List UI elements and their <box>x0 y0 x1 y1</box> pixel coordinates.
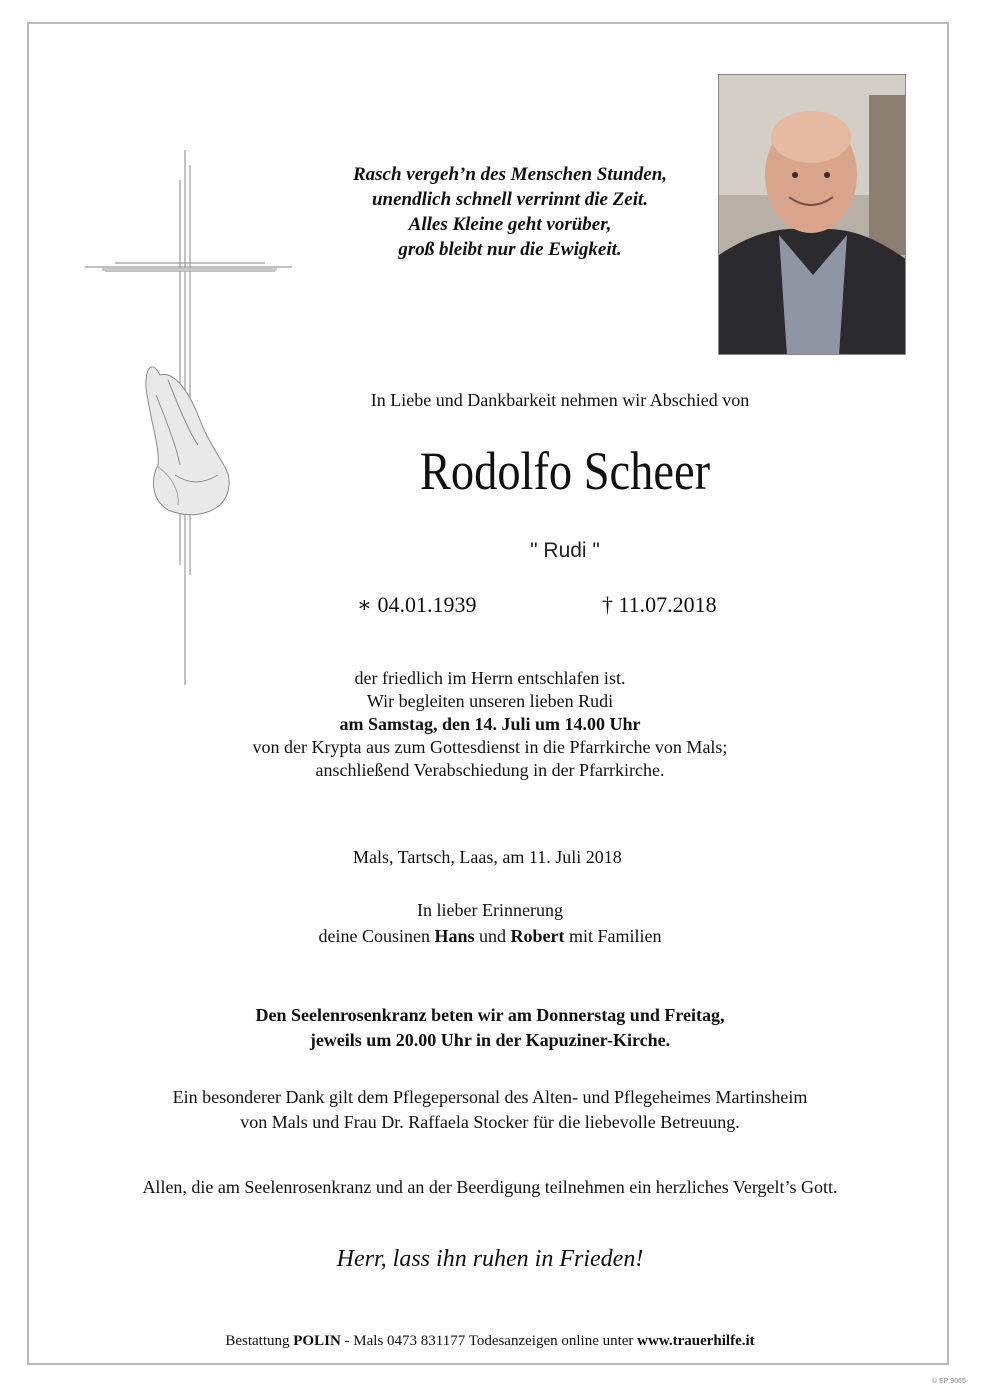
footer-prefix: Bestattung <box>225 1333 294 1349</box>
birth-date: ∗ 04.01.1939 <box>357 592 477 617</box>
deceased-name: Rodolfo Scheer <box>419 441 711 501</box>
thanks-line: von Mals und Frau Dr. Raffaela Stocker für die liebevolle Betreuung. <box>240 1112 740 1132</box>
details-line: von der Krypta aus zum Gottesdienst in die Pfarrkirche von Mals; <box>252 737 728 757</box>
intro-text: In Liebe und Dankbarkeit nehmen wir Abschied von <box>370 390 750 410</box>
poem-line: Alles Kleine geht vorüber, <box>408 214 612 235</box>
details-line: anschließend Verabschiedung in der Pfarrkirche. <box>315 760 665 780</box>
cross-icon <box>80 145 300 690</box>
death-date: † 11.07.2018 <box>602 592 717 617</box>
rosary-line: jeweils um 20.00 Uhr in der Kapuziner-Kirche. <box>309 1030 671 1050</box>
funeral-details <box>100 667 880 782</box>
footer <box>80 1333 900 1350</box>
place-date: Mals, Tartsch, Laas, am 11. Juli 2018 <box>353 847 622 867</box>
footer-middle: - Mals 0473 831177 Todesanzeigen online unter <box>340 1333 638 1349</box>
praying-hands-icon <box>146 367 229 515</box>
poem-line: Rasch vergeh’n des Menschen Stunden, <box>352 164 668 185</box>
mourners-mid: und <box>474 926 511 946</box>
thanks-notice <box>90 1085 890 1135</box>
details-line: Wir begleiten unseren lieben Rudi <box>366 691 614 711</box>
mourners-prefix: deine Cousinen <box>318 926 435 946</box>
portrait-photo <box>718 74 906 355</box>
mourner-name: Robert <box>510 926 565 946</box>
footer-company: POLIN <box>293 1333 341 1349</box>
closing-prayer: Herr, lass ihn ruhen in Frieden! <box>336 1246 644 1272</box>
rosary-line: Den Seelenrosenkranz beten wir am Donnerstag und Freitag, <box>255 1005 725 1025</box>
poem-line: unendlich schnell verrinnt die Zeit. <box>371 189 649 210</box>
memory-line: In lieber Erinnerung <box>417 900 563 920</box>
print-code: © EP 9065 <box>932 1378 966 1385</box>
mourners-line <box>250 923 730 949</box>
rosary-notice <box>140 1003 840 1053</box>
poem <box>300 162 720 262</box>
mourner-name: Hans <box>434 926 475 946</box>
poem-line: groß bleibt nur die Ewigkeit. <box>398 239 622 260</box>
footer-website: www.trauerhilfe.it <box>637 1333 755 1349</box>
mourners-suffix: mit Familien <box>564 926 662 946</box>
details-line: der friedlich im Herrn entschlafen ist. <box>354 668 626 688</box>
general-thanks: Allen, die am Seelenrosenkranz und an der Beerdigung teilnehmen ein herzliches Vergelt’s Gott. <box>142 1177 838 1197</box>
nickname: " Rudi " <box>530 539 600 562</box>
details-date-line: am Samstag, den 14. Juli um 14.00 Uhr <box>339 714 641 734</box>
memory-block <box>250 897 730 949</box>
thanks-line: Ein besonderer Dank gilt dem Pflegepersonal des Alten- und Pflegeheimes Martinsheim <box>172 1087 808 1107</box>
